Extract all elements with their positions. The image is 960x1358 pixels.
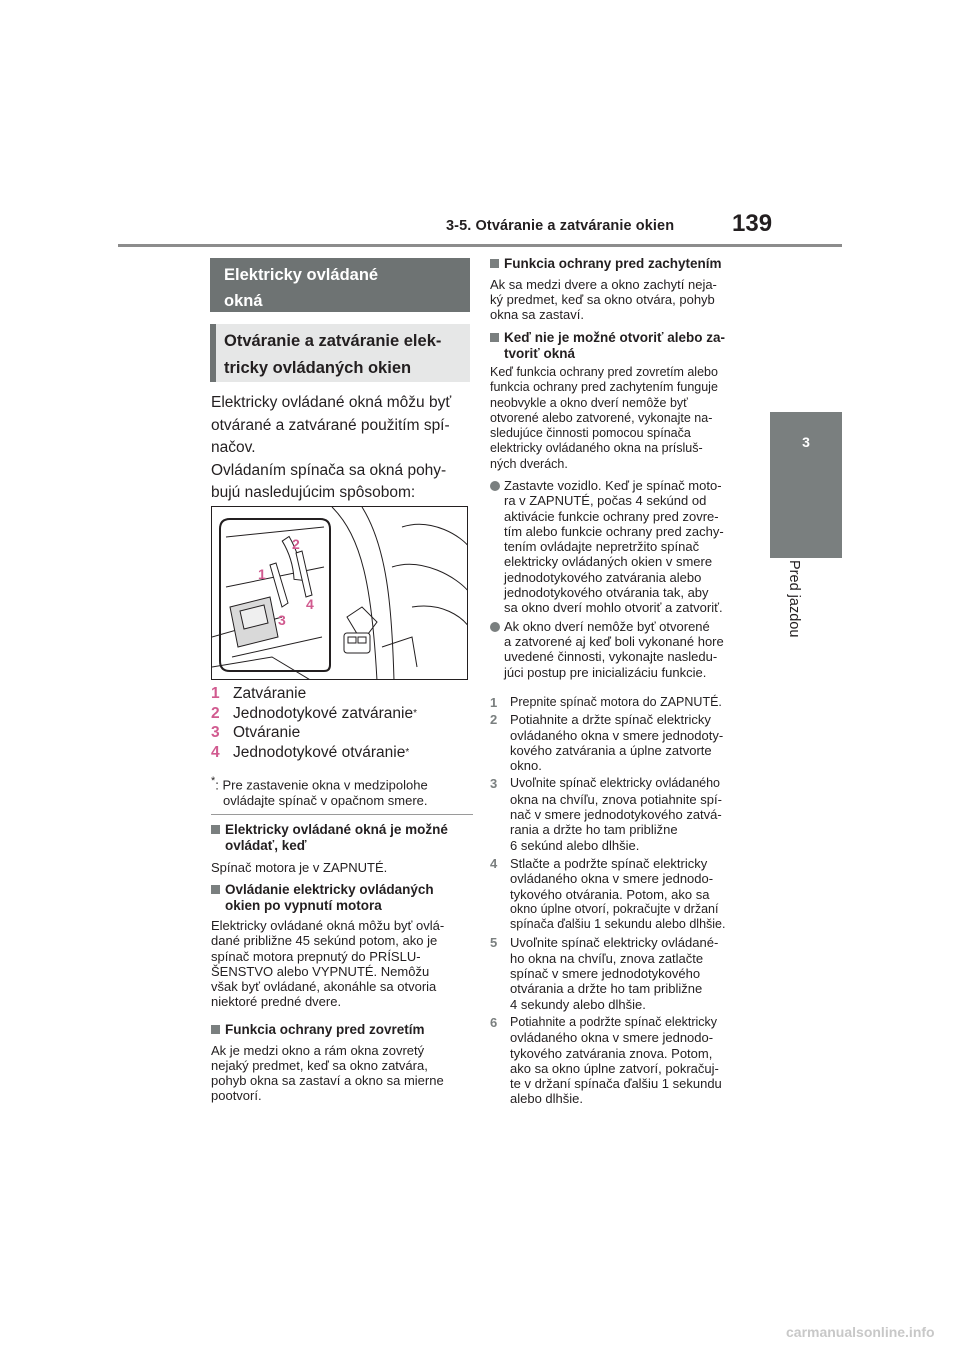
watermark: carmanualsonline.info <box>786 1324 935 1340</box>
window-switch-illustration <box>211 506 468 680</box>
step-item: 1 Prepnite spínač motora do ZAPNUTÉ. <box>490 695 722 710</box>
square-bullet-icon <box>490 259 499 268</box>
step-item: 3 Uvoľnite spínač elektricky ovládaného okna na chvíľu, znova potiahnite spí- nač v smere jednodotykového zatvá- rania a držte ho tam približne 6 sekúnd alebo dlhšie. <box>490 776 722 853</box>
step-item: 5 Uvoľnite spínač elektricky ovládané- ho okna na chvíľu, znova zatlačte spínač v smere jednodotykového otvárania a držte ho tam približne 4 sekundy alebo dlhšie. <box>490 935 719 1012</box>
square-bullet-icon <box>211 825 220 834</box>
label-3: 3 <box>278 612 286 628</box>
label-2: 2 <box>292 536 300 552</box>
title-box: Elektricky ovládané okná <box>210 258 470 312</box>
circle-bullet-icon <box>490 622 500 632</box>
square-bullet-icon <box>211 1025 220 1034</box>
chapter-label: Pred jazdou <box>786 560 802 638</box>
figure-legend <box>211 684 473 762</box>
legend-item: 2 Jednodotykové zatváranie * <box>211 704 417 722</box>
bullet-item: Zastavte vozidlo. Keď je spínač moto- ra v ZAPNUTÉ, počas 4 sekúnd od aktivácie funkcie ochrany pred zovre- tím alebo funkcie ochrany pred zachy- tením ovládajte nepretržito spínač elektricky ovládaných okien v smere jednodotykového zatvárania alebo jednodotykového otvárania tak, aby sa okno dverí mohlo otvoriť a zatvoriť. <box>490 478 760 616</box>
intro-text: Elektricky ovládané okná môžu byť otvárané a zatvárané použitím spí- načov. Ovládaním spínača sa okná pohy- bujú nasledujúcim spôsobom: <box>211 394 452 501</box>
bullet-list <box>490 478 760 680</box>
page-number: 139 <box>732 210 773 237</box>
step-item: 6 Potiahnite a podržte spínač elektricky ovládaného okna v smere jednodo- tykového zatvárania znova. Potom, ako sa okno úplne zatvorí, pokračuj- te v držaní spínača ďalšiu 1 sekundu alebo dlhšie. <box>490 1014 722 1107</box>
window-switch-drawing <box>212 507 468 680</box>
step-list <box>490 695 760 1107</box>
separator <box>211 814 473 815</box>
footnote: *: Pre zastavenie okna v medzipolohe ovládajte spínač v opačnom smere. <box>211 775 428 809</box>
legend-item: 4 Jednodotykové otváranie * <box>211 743 410 761</box>
section-title: 3-5. Otváranie a zatváranie okien <box>446 218 675 234</box>
chapter-number: 3 <box>802 434 810 450</box>
section-catch-protection: Funkcia ochrany pred zachytením Ak sa medzi dvere a okno zachytí neja- ký predmet, keď sa okno otvára, pohyb okna sa zastaví. <box>490 256 722 323</box>
square-bullet-icon <box>211 885 220 894</box>
section-cannot-open-close: Keď nie je možné otvoriť alebo za- tvoriť okná Keď funkcia ochrany pred zovretím alebo funkcia ochrany pred zachytením funguje neobvykle a okno dverí nemôže byť otvorené alebo zatvorené, vykonajte na- sledujúce činnosti pomocou spínača elektricky ovládaného okna na prísluš- ných dverách. <box>490 330 725 471</box>
step-item: 4 Stlačte a podržte spínač elektricky ovládaného okna v smere jednodo- tykového otvárania. Potom, ako sa okno úplne otvorí, pokračujte v držaní spínača ďalšiu 1 sekundu alebo dlhšie. <box>490 855 726 932</box>
circle-bullet-icon <box>490 481 500 491</box>
bullet-item: Ak okno dverí nemôže byť otvorené a zatvorené aj keď boli vykonané hore uvedené činnosti, vykonajte nasledu- júci postup pre inicializáciu funkcie. <box>490 619 760 680</box>
step-item: 2 Potiahnite a držte spínač elektricky ovládaného okna v smere jednodoty- kového zatvárania a úplne zatvorte okno. <box>490 712 724 774</box>
section-operable-when: Elektricky ovládané okná je možné ovládať, keď Spínač motora je v ZAPNUTÉ. <box>211 822 448 875</box>
square-bullet-icon <box>490 333 499 342</box>
section-jam-protection: Funkcia ochrany pred zovretím Ak je medzi okno a rám okna zovretý nejaký predmet, keď sa okno zatvára, pohyb okna sa zastaví a okno sa mierne pootvorí. <box>211 1022 444 1104</box>
subtitle-box: Otváranie a zatváranie elek- tricky ovládaných okien <box>210 324 470 382</box>
label-4: 4 <box>306 596 314 612</box>
header-rule <box>118 244 842 247</box>
label-1: 1 <box>258 566 266 582</box>
legend-item: 3 Otváranie <box>211 724 301 741</box>
legend-item: 1 Zatváranie <box>211 685 307 702</box>
section-after-engine-off: Ovládanie elektricky ovládaných okien po vypnutí motora Elektricky ovládané okná môžu byť ovlá- dané približne 45 sekúnd potom, ako je spínač motora prepnutý do PRÍSLU- ŠENSTVO alebo VYPNUTÉ. Nemôžu však byť ovládané, akonáhle sa otvoria niektoré predné dvere. <box>211 882 445 1010</box>
